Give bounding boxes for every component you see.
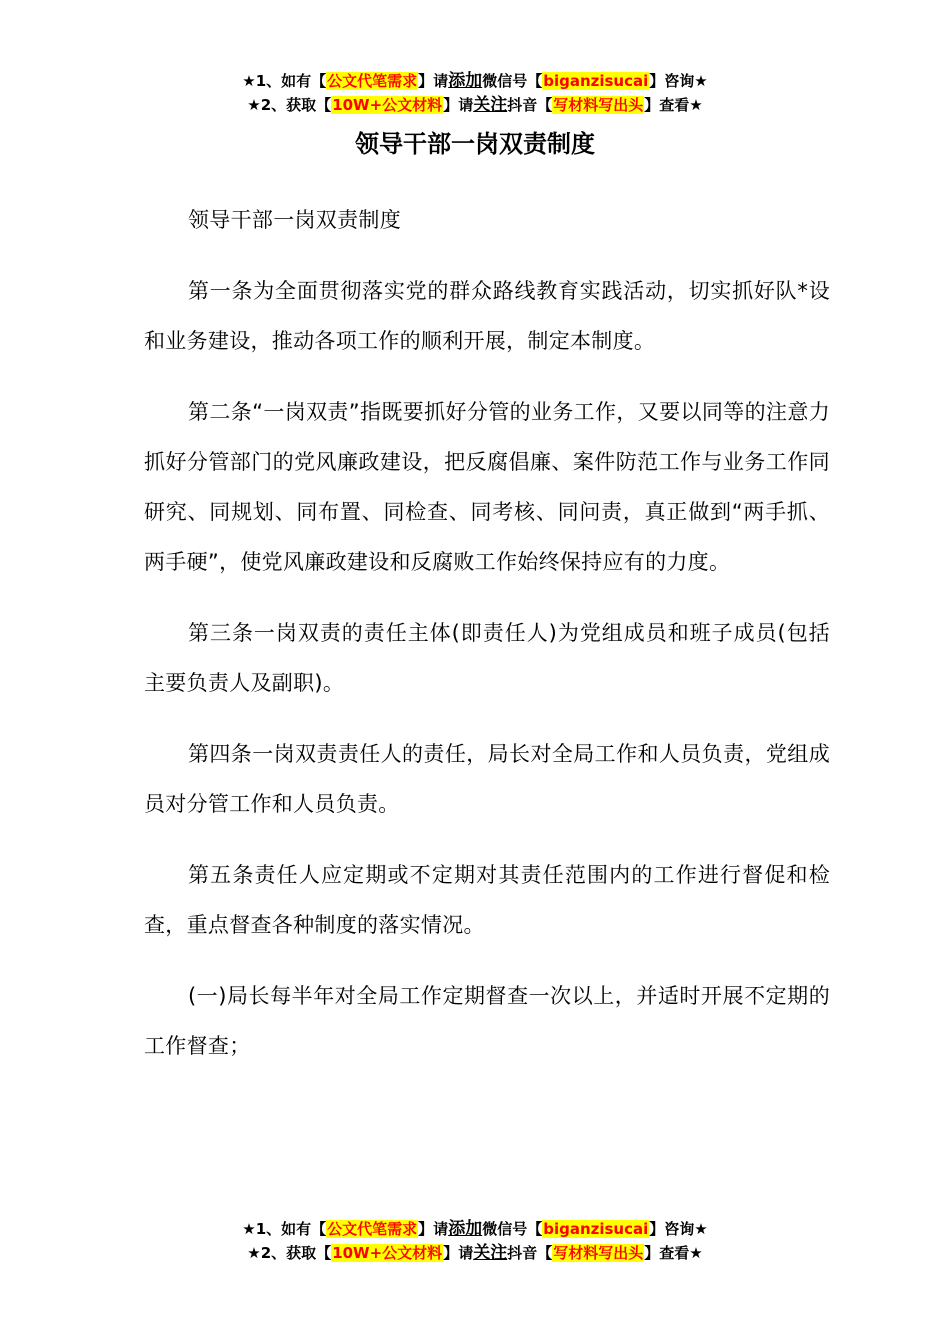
promo-highlight: 10W+公文材料 bbox=[332, 96, 443, 114]
promo-text: 抖音【 bbox=[507, 96, 553, 114]
paragraph-article-4: 第四条一岗双责责任人的责任，局长对全局工作和人员负责，党组成员对分管工作和人员负责。 bbox=[144, 742, 830, 816]
paragraph-article-2: 第二条“一岗双责”指既要抓好分管的业务工作，又要以同等的注意力抓好分管部门的党风廉政建设，把反腐倡廉、案件防范工作与业务工作同研究、同规划、同布置、同检查、同考核、同问责，真正做到“两手抓、两手硬”，使党风廉政建设和反腐败工作始终保持应有的力度。 bbox=[144, 400, 830, 574]
promo-line-1 bbox=[0, 1217, 950, 1241]
promo-text: 】请 bbox=[443, 1244, 474, 1262]
paragraph-article-5: 第五条责任人应定期或不定期对其责任范围内的工作进行督促和检查，重点督查各种制度的落实情况。 bbox=[144, 863, 830, 937]
promo-douyin-id: 写材料写出头 bbox=[553, 96, 644, 114]
promo-emphasis: 添加 bbox=[448, 71, 483, 91]
promo-text: 微信号【 bbox=[482, 72, 543, 90]
promo-text: 】咨询★ bbox=[649, 1220, 708, 1238]
paragraph-subtitle: 领导干部一岗双责制度 bbox=[188, 208, 401, 232]
promo-emphasis: 关注 bbox=[473, 95, 508, 115]
promo-line-2 bbox=[0, 93, 950, 117]
promo-emphasis: 添加 bbox=[448, 1219, 483, 1239]
promo-text: ★2、获取【 bbox=[247, 96, 332, 114]
promo-wechat-id: biganzisucai bbox=[543, 1220, 649, 1238]
promo-highlight: 10W+公文材料 bbox=[332, 1244, 443, 1262]
promo-line-2 bbox=[0, 1241, 950, 1265]
paragraph-item-1: (一)局长每半年对全局工作定期督查一次以上，并适时开展不定期的工作督查； bbox=[144, 984, 830, 1058]
promo-text: 微信号【 bbox=[482, 1220, 543, 1238]
promo-banner-bottom bbox=[0, 1217, 950, 1265]
promo-text: 】请 bbox=[418, 1220, 449, 1238]
promo-emphasis: 关注 bbox=[473, 1243, 508, 1263]
paragraph-article-3: 第三条一岗双责的责任主体(即责任人)为党组成员和班子成员(包括主要负责人及副职)。 bbox=[144, 621, 830, 695]
promo-text: ★1、如有【 bbox=[242, 1220, 327, 1238]
document-body bbox=[144, 195, 830, 1092]
promo-text: 】咨询★ bbox=[649, 72, 708, 90]
promo-text: 】请 bbox=[443, 96, 474, 114]
promo-text: 】查看★ bbox=[644, 1244, 703, 1262]
promo-wechat-id: biganzisucai bbox=[543, 72, 649, 90]
promo-banner-top bbox=[0, 69, 950, 117]
paragraph-article-1: 第一条为全面贯彻落实党的群众路线教育实践活动，切实抓好队*设和业务建设，推动各项工作的顺利开展，制定本制度。 bbox=[144, 279, 830, 353]
document-title: 领导干部一岗双责制度 bbox=[355, 130, 595, 158]
promo-douyin-id: 写材料写出头 bbox=[553, 1244, 644, 1262]
promo-text: 】查看★ bbox=[644, 96, 703, 114]
promo-highlight: 公文代笔需求 bbox=[327, 1220, 418, 1238]
promo-text: ★1、如有【 bbox=[242, 72, 327, 90]
promo-text: 】请 bbox=[418, 72, 449, 90]
promo-text: 抖音【 bbox=[507, 1244, 553, 1262]
promo-line-1 bbox=[0, 69, 950, 93]
promo-text: ★2、获取【 bbox=[247, 1244, 332, 1262]
promo-highlight: 公文代笔需求 bbox=[327, 72, 418, 90]
